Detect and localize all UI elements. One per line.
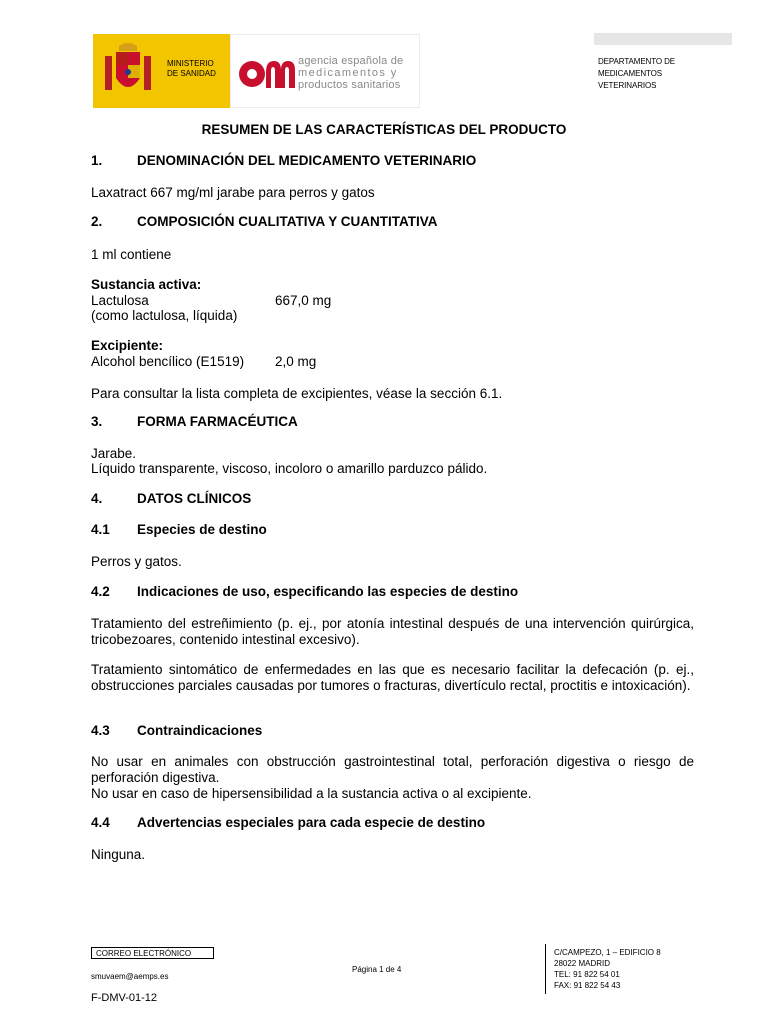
excipient-name: Alcohol bencílico (E1519) <box>91 354 245 369</box>
active-substance-amount: 667,0 mg <box>275 293 332 308</box>
address-block: C/CAMPEZO, 1 – EDIFICIO 8 28022 MADRID TEL: 91 822 54 01 FAX: 91 822 54 43 <box>554 948 661 990</box>
section-3-heading: 3. FORMA FARMACÉUTICA <box>91 414 298 429</box>
product-name: Laxatract 667 mg/ml jarabe para perros y gatos <box>91 185 375 200</box>
section-1-heading: 1. DENOMINACIÓN DEL MEDICAMENTO VETERINARIO <box>91 153 477 168</box>
composition-intro: 1 ml contiene <box>91 247 172 262</box>
target-species: Perros y gatos. <box>91 554 182 569</box>
form-code: F-DMV-01-12 <box>91 992 158 1004</box>
document-title: RESUMEN DE LAS CARACTERÍSTICAS DEL PRODUCTO <box>201 122 567 137</box>
form-line-2: Líquido transparente, viscoso, incoloro o amarillo parduzco pálido. <box>91 461 488 476</box>
section-4-4-heading: 4.4 Advertencias especiales para cada especie de destino <box>91 815 486 830</box>
section-4-3-heading: 4.3 Contraindicaciones <box>91 723 263 738</box>
department-rule <box>594 33 732 45</box>
coat-of-arms-icon <box>103 42 153 100</box>
excipient-note: Para consultar la lista completa de excipientes, véase la sección 6.1. <box>91 386 503 401</box>
agency-name: agencia española de medicamentos y productos sanitarios <box>298 55 404 91</box>
contraindications-paragraph-2: No usar en caso de hipersensibilidad a la sustancia activa o al excipiente. <box>91 786 532 801</box>
page-number: Página 1 de 4 <box>352 965 402 974</box>
special-warnings: Ninguna. <box>91 847 146 862</box>
department-name: DEPARTAMENTO DE MEDICAMENTOS VETERINARIOS <box>598 57 676 90</box>
email-label: CORREO ELECTRÓNICO <box>91 947 214 959</box>
active-substance-name: Lactulosa <box>91 293 149 308</box>
section-4-2-heading: 4.2 Indicaciones de uso, especificando las especies de destino <box>91 584 519 599</box>
agency-logo-icon <box>236 52 296 92</box>
excipient-amount: 2,0 mg <box>275 354 317 369</box>
active-substance-label: Sustancia activa: <box>91 277 202 292</box>
section-4-heading: 4. DATOS CLÍNICOS <box>91 491 252 506</box>
section-2-heading: 2. COMPOSICIÓN CUALITATIVA Y CUANTITATIVA <box>91 214 438 229</box>
email-address[interactable]: smuvaem@aemps.es <box>91 972 169 981</box>
indications-paragraph-1: Tratamiento del estreñimiento (p. ej., por atonía intestinal después de una intervención quirúrgica, tricobezoares, contenido intestinal excesivo). <box>91 616 694 647</box>
indications-paragraph-2: Tratamiento sintomático de enfermedades en las que es necesario facilitar la defecación (p. ej., obstrucciones parciales causadas por tumores o fracturas, divertículo rectal, proctitis e intoxicación). <box>91 662 694 693</box>
address-divider <box>545 944 546 994</box>
ministry-name: MINISTERIO DE SANIDAD <box>167 59 216 78</box>
contraindications-paragraph-1: No usar en animales con obstrucción gastrointestinal total, perforación digestiva o riesgo de perforación digestiva. <box>91 754 694 785</box>
section-4-1-heading: 4.1 Especies de destino <box>91 522 267 537</box>
form-line-1: Jarabe. <box>91 446 137 461</box>
excipient-label: Excipiente: <box>91 338 164 353</box>
active-substance-note: (como lactulosa, líquida) <box>91 308 238 323</box>
